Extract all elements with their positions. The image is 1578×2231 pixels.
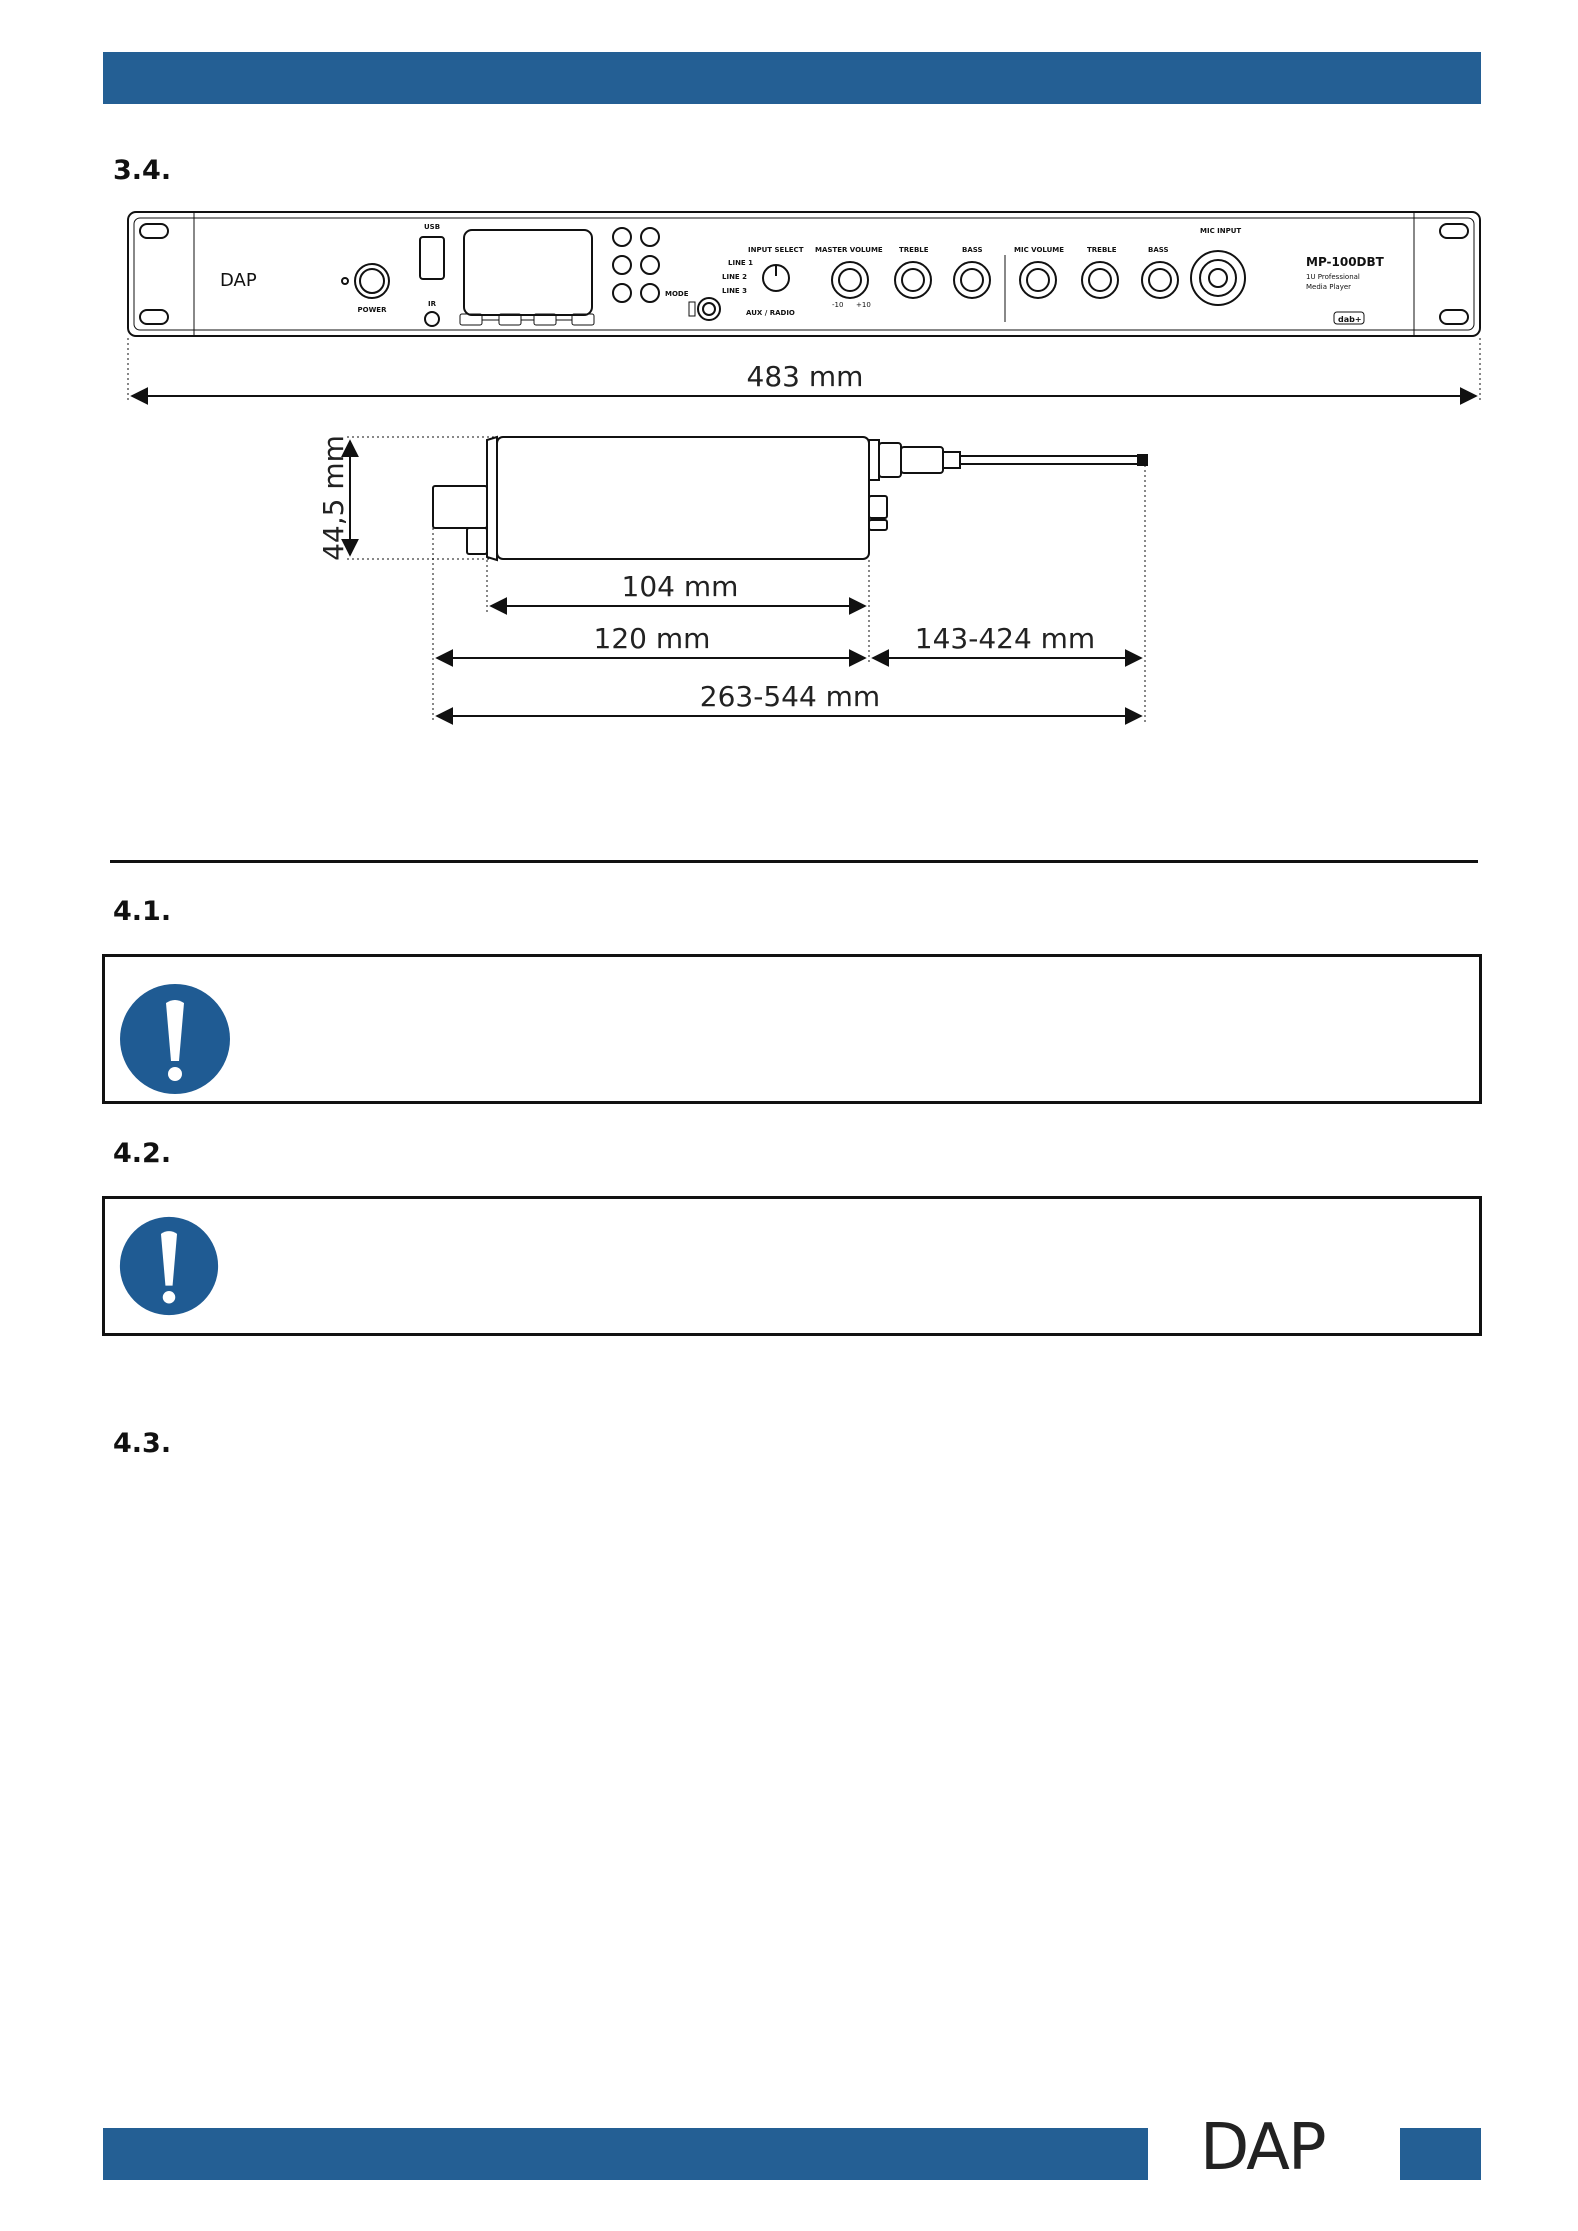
- panel-model: MP-100DBT: [1306, 255, 1384, 269]
- panel-ir-label: IR: [428, 300, 436, 308]
- panel-aux-label: AUX / RADIO: [746, 309, 795, 317]
- dim-antenna-label: 143-424 mm: [914, 622, 1096, 655]
- panel-usb-label: USB: [423, 223, 441, 231]
- panel-treble-label-1: TREBLE: [899, 246, 929, 254]
- footer-brand-logo: DAP: [1200, 2111, 1325, 2185]
- section-heading-3-4: 3.4.: [113, 155, 172, 186]
- mandatory-exclamation-icon: [119, 1216, 219, 1316]
- panel-mic-volume-label: MIC VOLUME: [1014, 246, 1065, 254]
- footer-page-block: [1400, 2128, 1481, 2180]
- panel-master-volume-label: MASTER VOLUME: [815, 246, 883, 254]
- section-divider: [110, 860, 1478, 863]
- panel-bass-label-1: BASS: [962, 246, 983, 254]
- note-box-2: [102, 1196, 1482, 1336]
- side-view: [433, 437, 1147, 560]
- section-heading-4-2: 4.2.: [113, 1138, 172, 1169]
- panel-knob-max: +10: [856, 301, 871, 309]
- dimension-drawing: [0, 0, 1578, 760]
- note-box-1: [102, 954, 1482, 1104]
- panel-mode-label: MODE: [665, 290, 689, 298]
- panel-input-select-label: INPUT SELECT: [748, 246, 804, 254]
- section-heading-4-3: 4.3.: [113, 1428, 172, 1459]
- mandatory-exclamation-icon: [119, 983, 231, 1095]
- panel-mic-input-label: MIC INPUT: [1200, 227, 1242, 235]
- panel-treble-label-2: TREBLE: [1087, 246, 1117, 254]
- panel-line1-label: LINE 1: [728, 259, 754, 267]
- panel-line2-label: LINE 2: [722, 273, 748, 281]
- dim-height-label: 44,5 mm: [317, 435, 350, 561]
- panel-bass-label-2: BASS: [1148, 246, 1169, 254]
- panel-brand: DAP: [220, 270, 257, 291]
- panel-subtitle-2: Media Player: [1306, 283, 1352, 291]
- footer-bar: [103, 2128, 1148, 2180]
- dim-depth-label: 120 mm: [593, 622, 711, 655]
- panel-line3-label: LINE 3: [722, 287, 748, 295]
- dim-body-depth-label: 104 mm: [621, 570, 739, 603]
- dim-width-label: 483 mm: [746, 360, 864, 393]
- panel-subtitle-1: 1U Professional: [1306, 273, 1360, 281]
- dim-total-label: 263-544 mm: [699, 680, 881, 713]
- front-panel: [128, 212, 1480, 336]
- section-heading-4-1: 4.1.: [113, 896, 172, 927]
- panel-power-label: POWER: [357, 306, 387, 314]
- panel-knob-min: -10: [832, 301, 844, 309]
- panel-dab-logo: dab+: [1338, 315, 1362, 324]
